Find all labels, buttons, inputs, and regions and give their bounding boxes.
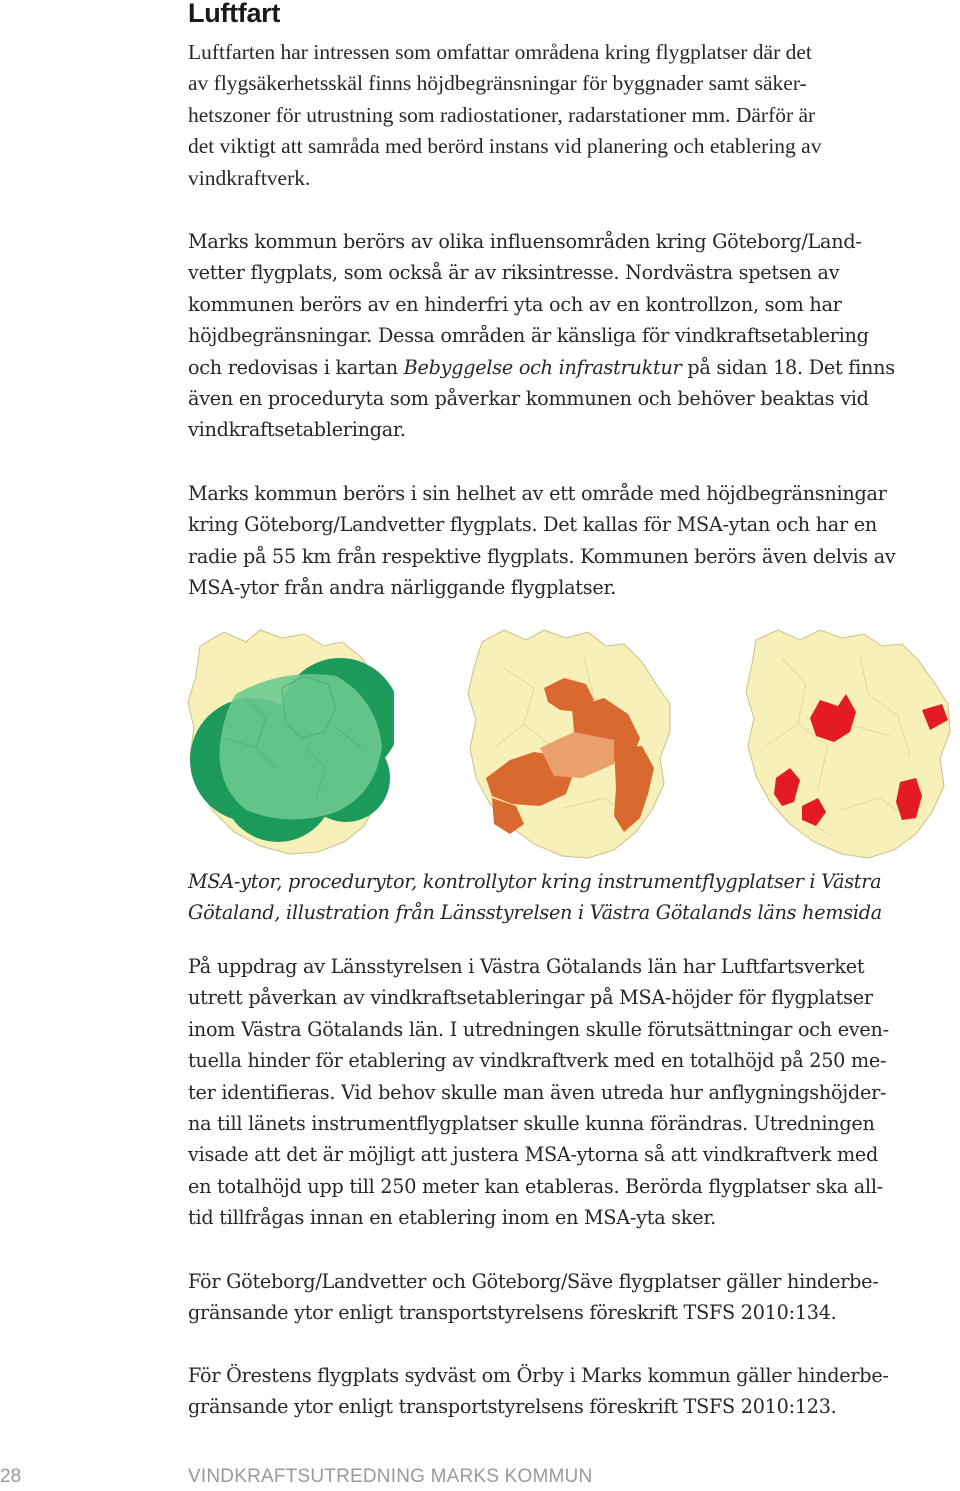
- figure-caption: [188, 866, 960, 929]
- text-line: [188, 352, 960, 383]
- msa-overlap: [220, 674, 382, 819]
- text-line: utrett påverkan av vindkraftsetableringar på MSA-höjder för flygplatser: [188, 986, 873, 1010]
- text-line: För Örestens flygplats sydväst om Örby i Marks kommun gäller hinderbe-: [188, 1364, 889, 1387]
- section-heading: Luftfart: [188, 0, 281, 28]
- text-run: på sidan 18. Det finns: [681, 355, 895, 379]
- text-line: gränsande ytor enligt transportstyrelsens föreskrift TSFS 2010:123.: [188, 1395, 837, 1419]
- text-line: ter identifieras. Vid behov skulle man även utreda hur anflygningshöjder-: [188, 1080, 887, 1104]
- text-line: vindkraftsetableringar.: [188, 418, 406, 442]
- text-line: höjdbegränsningar. Dessa områden är känsliga för vindkraftsetablering: [188, 324, 869, 348]
- caption-line: Götaland, illustration från Länsstyrelsen i Västra Götalands läns hemsida: [188, 901, 882, 925]
- text-line: av flygsäkerhetsskäl finns höjdbegränsningar för byggnader samt säker-: [188, 71, 807, 96]
- paragraph-orestens: [188, 1360, 960, 1423]
- map-illustrations: [186, 628, 960, 863]
- text-line: För Göteborg/Landvetter och Göteborg/Säve flygplatser gäller hinderbe-: [188, 1270, 879, 1293]
- map-reference: Bebyggelse och infrastruktur: [403, 355, 682, 379]
- msa-map: [186, 628, 394, 858]
- text-line: tuella hinder för etablering av vindkraftverk med en totalhöjd på 250 me-: [188, 1049, 887, 1073]
- text-line: radie på 55 km från respektive flygplats. Kommunen berörs även delvis av: [188, 544, 896, 568]
- procedure-area-east: [614, 746, 654, 832]
- text-line: Marks kommun berörs i sin helhet av ett område med höjdbegränsningar: [188, 482, 887, 505]
- text-line: även en proceduryta som påverkar kommunen och behöver beaktas vid: [188, 387, 869, 411]
- text-line: gränsande ytor enligt transportstyrelsens föreskrift TSFS 2010:134.: [188, 1301, 837, 1325]
- procedure-map: [464, 628, 674, 860]
- text-line: en totalhöjd upp till 250 meter kan etableras. Berörda flygplatser ska all-: [188, 1174, 883, 1198]
- paragraph-landvetter-save: [188, 1266, 960, 1329]
- text-line: kommunen berörs av en hinderfri yta och av en kontrollzon, som har: [188, 292, 842, 316]
- text-line: na till länets instrumentflygplatser skulle kunna förändras. Utredningen: [188, 1112, 875, 1136]
- text-line: Luftfarten har intressen som omfattar områdena kring flygplatser där det: [188, 40, 812, 64]
- text-line: På uppdrag av Länsstyrelsen i Västra Götalands län har Luftfartsverket: [188, 955, 865, 978]
- paragraph-msa: [188, 478, 960, 604]
- region-outline: [746, 630, 950, 858]
- text-line: hetszoner för utrustning som radiostationer, radarstationer mm. Därför är: [188, 102, 816, 127]
- text-line: Marks kommun berörs av olika influensområden kring Göteborg/Land-: [188, 230, 862, 253]
- text-run: och redovisas i kartan: [188, 355, 404, 379]
- control-zone-map: [742, 628, 954, 860]
- text-line: visade att det är möjligt att justera MSA-ytorna så att vindkraftverk med: [188, 1143, 879, 1167]
- running-head: VINDKRAFTSUTREDNING MARKS KOMMUN: [188, 1466, 593, 1487]
- text-line: kring Göteborg/Landvetter flygplats. Det kallas för MSA-ytan och har en: [188, 513, 877, 537]
- text-line: tid tillfrågas innan en etablering inom en MSA-yta sker.: [188, 1206, 716, 1230]
- paragraph-intro: [188, 37, 960, 194]
- text-line: inom Västra Götalands län. I utredningen skulle förutsättningar och even-: [188, 1017, 889, 1041]
- paragraph-investigation: [188, 951, 960, 1234]
- caption-line: MSA-ytor, procedurytor, kontrollytor kring instrumentflygplatser i Västra: [188, 870, 882, 893]
- text-line: MSA-ytor från andra närliggande flygplatser.: [188, 576, 617, 600]
- text-line: det viktigt att samråda med berörd instans vid planering och etablering av: [188, 134, 822, 159]
- page-number: 28: [0, 1466, 22, 1487]
- text-line: vetter flygplats, som också är av riksintresse. Nordvästra spetsen av: [188, 261, 840, 285]
- text-line: vindkraftverk.: [188, 165, 311, 190]
- paragraph-influence-areas: [188, 226, 960, 446]
